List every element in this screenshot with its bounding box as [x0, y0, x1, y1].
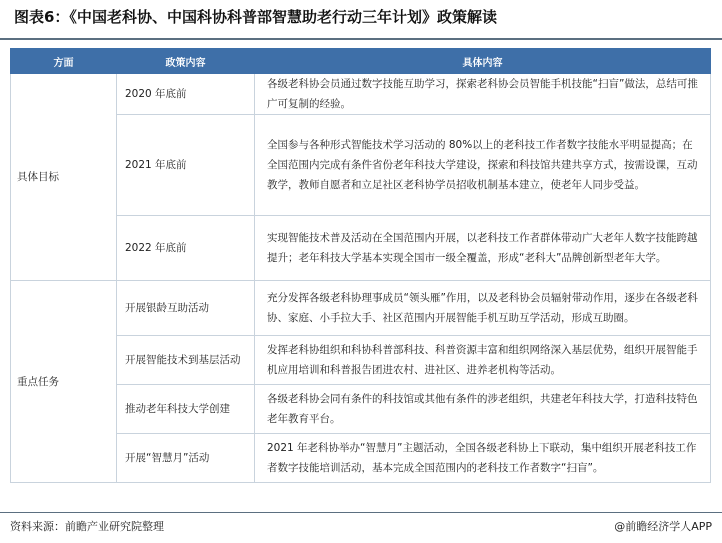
content-cell: 充分发挥各级老科协理事成员“领头雁”作用，以及老科协会员辐射带动作用，逐步在各级老科协、家庭、小手拉大手、社区范围内开展智能手机互助互学活动，形成互助圈。 — [255, 281, 711, 336]
item-cell: 开展银龄互助活动 — [117, 281, 255, 336]
footer — [0, 512, 722, 543]
item-cell: 推动老年科技大学创建 — [117, 385, 255, 434]
footer-divider — [0, 512, 722, 513]
content-cell: 各级老科协会员通过数字技能互助学习，探索老科协会员智能手机技能“扫盲”做法，总结可推广可复制的经验。 — [255, 74, 711, 115]
header-aspect: 方面 — [11, 49, 117, 74]
aspect-cell-tasks: 重点任务 — [11, 281, 117, 483]
header-content: 具体内容 — [255, 49, 711, 74]
item-cell: 开展“智慧月”活动 — [117, 434, 255, 483]
content-cell: 2021 年老科协举办“智慧月”主题活动，全国各级老科协上下联动，集中组织开展老科技工作者数字技能培训活动，基本完成全国范围内的老科技工作者数字“扫盲”。 — [255, 434, 711, 483]
source-note: 资料来源：前瞻产业研究院整理 — [10, 520, 164, 533]
item-cell: 2022 年底前 — [117, 216, 255, 281]
content-cell: 实现智能技术普及活动在全国范围内开展，以老科技工作者群体带动广大老年人数字技能跨越提升；老年科技大学基本实现全国市一级全覆盖，形成“老科大”品牌创新型老年大学。 — [255, 216, 711, 281]
table-row — [11, 74, 711, 115]
content-cell: 各级老科协会同有条件的科技馆或其他有条件的涉老组织，共建老年科技大学，打造科技特色老年教育平台。 — [255, 385, 711, 434]
title-divider — [0, 38, 722, 40]
aspect-cell-goals: 具体目标 — [11, 74, 117, 281]
table-row — [11, 281, 711, 336]
content-cell: 发挥老科协组织和科协科普部科技、科普资源丰富和组织网络深入基层优势，组织开展智能手机应用培训和科普报告团进农村、进社区、进养老机构等活动。 — [255, 336, 711, 385]
table-header-row — [11, 49, 711, 74]
content-cell: 全国参与各种形式智能技术学习活动的 80%以上的老科技工作者数字技能水平明显提高；在全国范围内完成有条件省份老年科技大学建设，探索和科技馆共建共享方式，按需设课，互动教学，教师自愿者和立足社区老科协学员招收机制基本建立，使老年人同步受益。 — [255, 115, 711, 216]
brand-credit: @前瞻经济学人APP — [614, 520, 712, 533]
item-cell: 2020 年底前 — [117, 74, 255, 115]
item-cell: 开展智能技术到基层活动 — [117, 336, 255, 385]
item-cell: 2021 年底前 — [117, 115, 255, 216]
page-title: 图表6：《中国老科协、中国科协科普部智慧助老行动三年计划》政策解读 — [14, 8, 497, 26]
policy-table — [10, 48, 711, 483]
header-item: 政策内容 — [117, 49, 255, 74]
